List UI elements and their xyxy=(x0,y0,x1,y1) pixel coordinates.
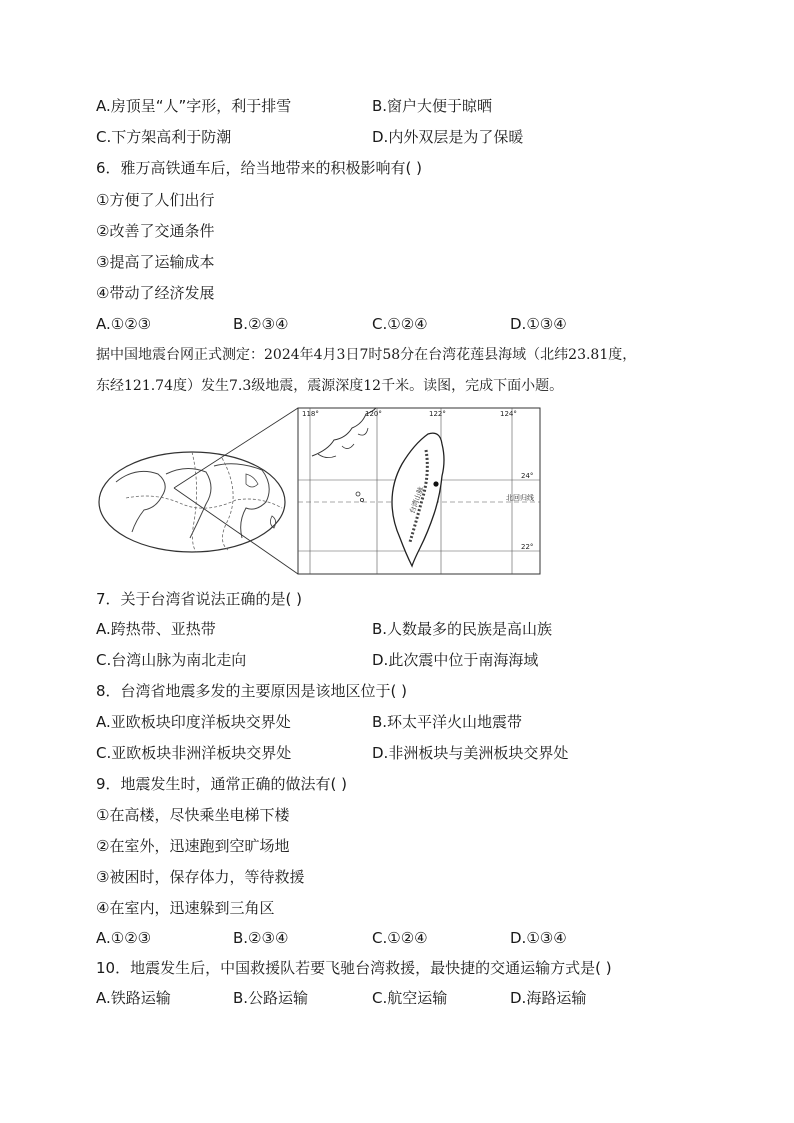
q10-option-d: D.海路运输 xyxy=(510,989,587,1007)
q7-stem: 7．关于台湾省说法正确的是( ) xyxy=(96,590,303,608)
q6-option-b: B.②③④ xyxy=(233,315,289,333)
island-label: 台湾山脉 xyxy=(408,485,426,515)
q7-option-d: D.此次震中位于南海海域 xyxy=(372,651,539,669)
q9-option-c: C.①②④ xyxy=(372,929,428,947)
q6-stem: 6．雅万高铁通车后，给当地带来的积极影响有( ) xyxy=(96,159,423,177)
q8-option-d: D.非洲板块与美洲板块交界处 xyxy=(372,744,569,762)
q9-stem: 9．地震发生时，通常正确的做法有( ) xyxy=(96,775,348,793)
lon-label-124: 124° xyxy=(500,410,517,418)
q8-option-b: B.环太平洋火山地震带 xyxy=(372,713,523,731)
tropic-label: 北回归线 xyxy=(506,494,534,502)
q6-item-3: ③提高了运输成本 xyxy=(96,253,215,271)
q6-option-d: D.①③④ xyxy=(510,315,567,333)
world-map xyxy=(99,452,285,552)
q6-item-1: ①方便了人们出行 xyxy=(96,191,215,209)
lat-label-22: 22° xyxy=(521,543,534,551)
q9-option-d: D.①③④ xyxy=(510,929,567,947)
q8-stem: 8．台湾省地震多发的主要原因是该地区位于( ) xyxy=(96,682,408,700)
q10-option-a: A.铁路运输 xyxy=(96,989,171,1007)
epicentre-dot xyxy=(433,481,438,486)
lon-label-122: 122° xyxy=(429,410,446,418)
q9-item-1: ①在高楼，尽快乘坐电梯下楼 xyxy=(96,806,290,824)
q10-option-c: C.航空运输 xyxy=(372,989,448,1007)
q7-option-a: A.跨热带、亚热带 xyxy=(96,620,216,638)
passage-line-2: 东经121.74度）发生7.3级地震，震源深度12千米。读图，完成下面小题。 xyxy=(96,378,564,394)
lon-label-120: 120° xyxy=(365,410,382,418)
q6-item-4: ④带动了经济发展 xyxy=(96,284,215,302)
q9-option-b: B.②③④ xyxy=(233,929,289,947)
q9-item-2: ②在室外，迅速跑到空旷场地 xyxy=(96,837,290,855)
q9-item-3: ③被困时，保存体力，等待救援 xyxy=(96,868,305,886)
q5-option-c: C.下方架高利于防潮 xyxy=(96,128,232,146)
lat-label-24: 24° xyxy=(521,472,534,480)
q5-option-b: B.窗户大便于晾晒 xyxy=(372,97,493,115)
q7-option-c: C.台湾山脉为南北走向 xyxy=(96,651,247,669)
q10-stem: 10．地震发生后，中国救援队若要飞驰台湾救援，最快捷的交通运输方式是( ) xyxy=(96,959,612,977)
q8-option-a: A.亚欧板块印度洋板块交界处 xyxy=(96,713,291,731)
q9-option-a: A.①②③ xyxy=(96,929,152,947)
q5-option-a: A.房顶呈“人”字形，利于排雪 xyxy=(96,97,292,115)
q6-item-2: ②改善了交通条件 xyxy=(96,222,215,240)
q6-option-c: C.①②④ xyxy=(372,315,428,333)
passage-line-1: 据中国地震台网正式测定：2024年4月3日7时58分在台湾花莲县海域（北纬23.81度， xyxy=(96,347,637,363)
map-svg xyxy=(96,404,546,578)
q10-option-b: B.公路运输 xyxy=(233,989,309,1007)
map-figure xyxy=(96,404,546,578)
q8-option-c: C.亚欧板块非洲洋板块交界处 xyxy=(96,744,292,762)
q9-item-4: ④在室内，迅速躲到三角区 xyxy=(96,899,275,917)
lon-label-118: 118° xyxy=(302,410,319,418)
q5-option-d: D.内外双层是为了保暖 xyxy=(372,128,524,146)
q6-option-a: A.①②③ xyxy=(96,315,152,333)
q7-option-b: B.人数最多的民族是高山族 xyxy=(372,620,553,638)
